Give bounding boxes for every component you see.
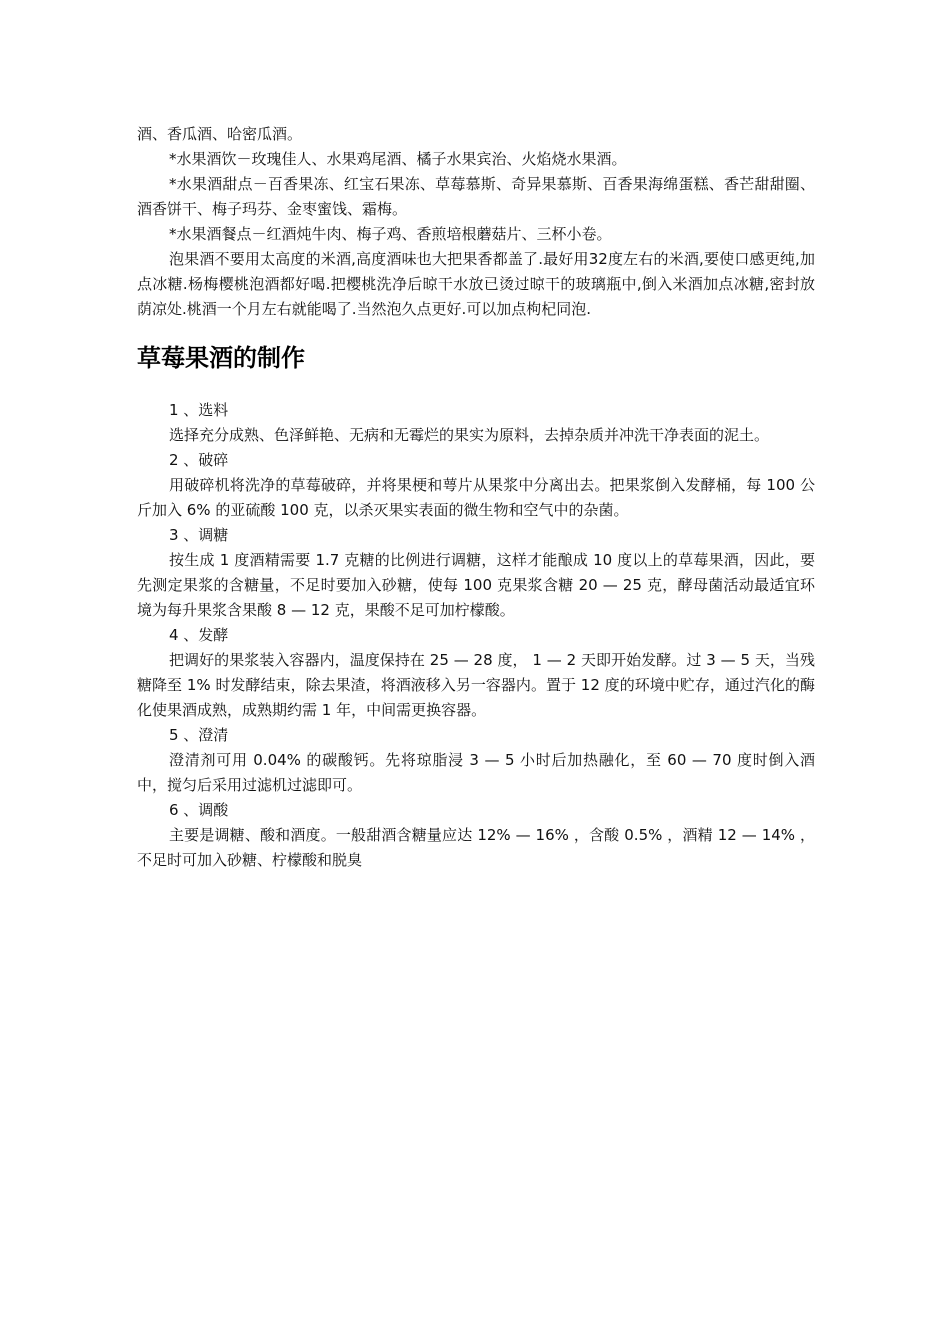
- intro-paragraph-1: 酒、香瓜酒、哈密瓜酒。: [137, 125, 303, 143]
- step-title: 1 、选料: [169, 401, 229, 419]
- step-title: 2 、破碎: [169, 451, 229, 469]
- intro-paragraph-5: 泡果酒不要用太高度的米酒,高度酒味也大把果香都盖了.最好用32度左右的米酒,要使口感更纯,加点冰糖.杨梅樱桃泡酒都好喝.把樱桃洗净后晾干水放已烫过晾干的玻璃瓶中,倒入米酒加点冰糖,密封放荫凉处.桃酒一个月左右就能喝了.当然泡久点更好.可以加点枸杞同泡.: [137, 250, 815, 318]
- section-heading: 草莓果酒的制作: [137, 344, 305, 372]
- step-title: 5 、澄清: [169, 726, 229, 744]
- step-title: 3 、调糖: [169, 526, 229, 544]
- step-body: 用破碎机将洗净的草莓破碎，并将果梗和萼片从果浆中分离出去。把果浆倒入发酵桶，每 100 公斤加入 6% 的亚硫酸 100 克，以杀灭果实表面的微生物和空气中的杂菌。: [137, 476, 815, 519]
- step-body: 把调好的果浆装入容器内，温度保持在 25 — 28 度， 1 — 2 天即开始发酵。过 3 — 5 天，当残糖降至 1% 时发酵结束，除去果渣，将酒液移入另一容器内。置于 12 度的环境中贮存，通过汽化的酶化使果酒成熟，成熟期约需 1 年，中间需更换容器。: [137, 651, 815, 719]
- step-body: 主要是调糖、酸和酒度。一般甜酒含糖量应达 12% — 16% ，含酸 0.5% ，酒精 12 — 14% ，不足时可加入砂糖、柠檬酸和脱臭: [137, 826, 815, 869]
- step-body: 澄清剂可用 0.04% 的碳酸钙。先将琼脂浸 3 — 5 小时后加热融化，至 60 — 70 度时倒入酒中，搅匀后采用过滤机过滤即可。: [137, 751, 815, 794]
- intro-paragraph-2: *水果酒饮－玫瑰佳人、水果鸡尾酒、橘子水果宾治、火焰烧水果酒。: [169, 150, 627, 168]
- intro-paragraph-4: *水果酒餐点－红酒炖牛肉、梅子鸡、香煎培根蘑菇片、三杯小卷。: [169, 225, 612, 243]
- step-body: 按生成 1 度酒精需要 1.7 克糖的比例进行调糖，这样才能酿成 10 度以上的草莓果酒，因此，要先测定果浆的含糖量，不足时要加入砂糖，使每 100 克果浆含糖 20 — 25 克，酵母菌活动最适宜环境为每升果浆含果酸 8 — 12 克，果酸不足可加柠檬酸。: [137, 551, 815, 619]
- step-body: 选择充分成熟、色泽鲜艳、无病和无霉烂的果实为原料，去掉杂质并冲洗干净表面的泥土。: [169, 426, 770, 444]
- document-page: [137, 122, 815, 873]
- intro-paragraph-3: *水果酒甜点－百香果冻、红宝石果冻、草莓慕斯、奇异果慕斯、百香果海绵蛋糕、香芒甜甜圈、酒香饼干、梅子玛芬、金枣蜜饯、霜梅。: [137, 175, 815, 218]
- step-title: 6 、调酸: [169, 801, 229, 819]
- step-title: 4 、发酵: [169, 626, 229, 644]
